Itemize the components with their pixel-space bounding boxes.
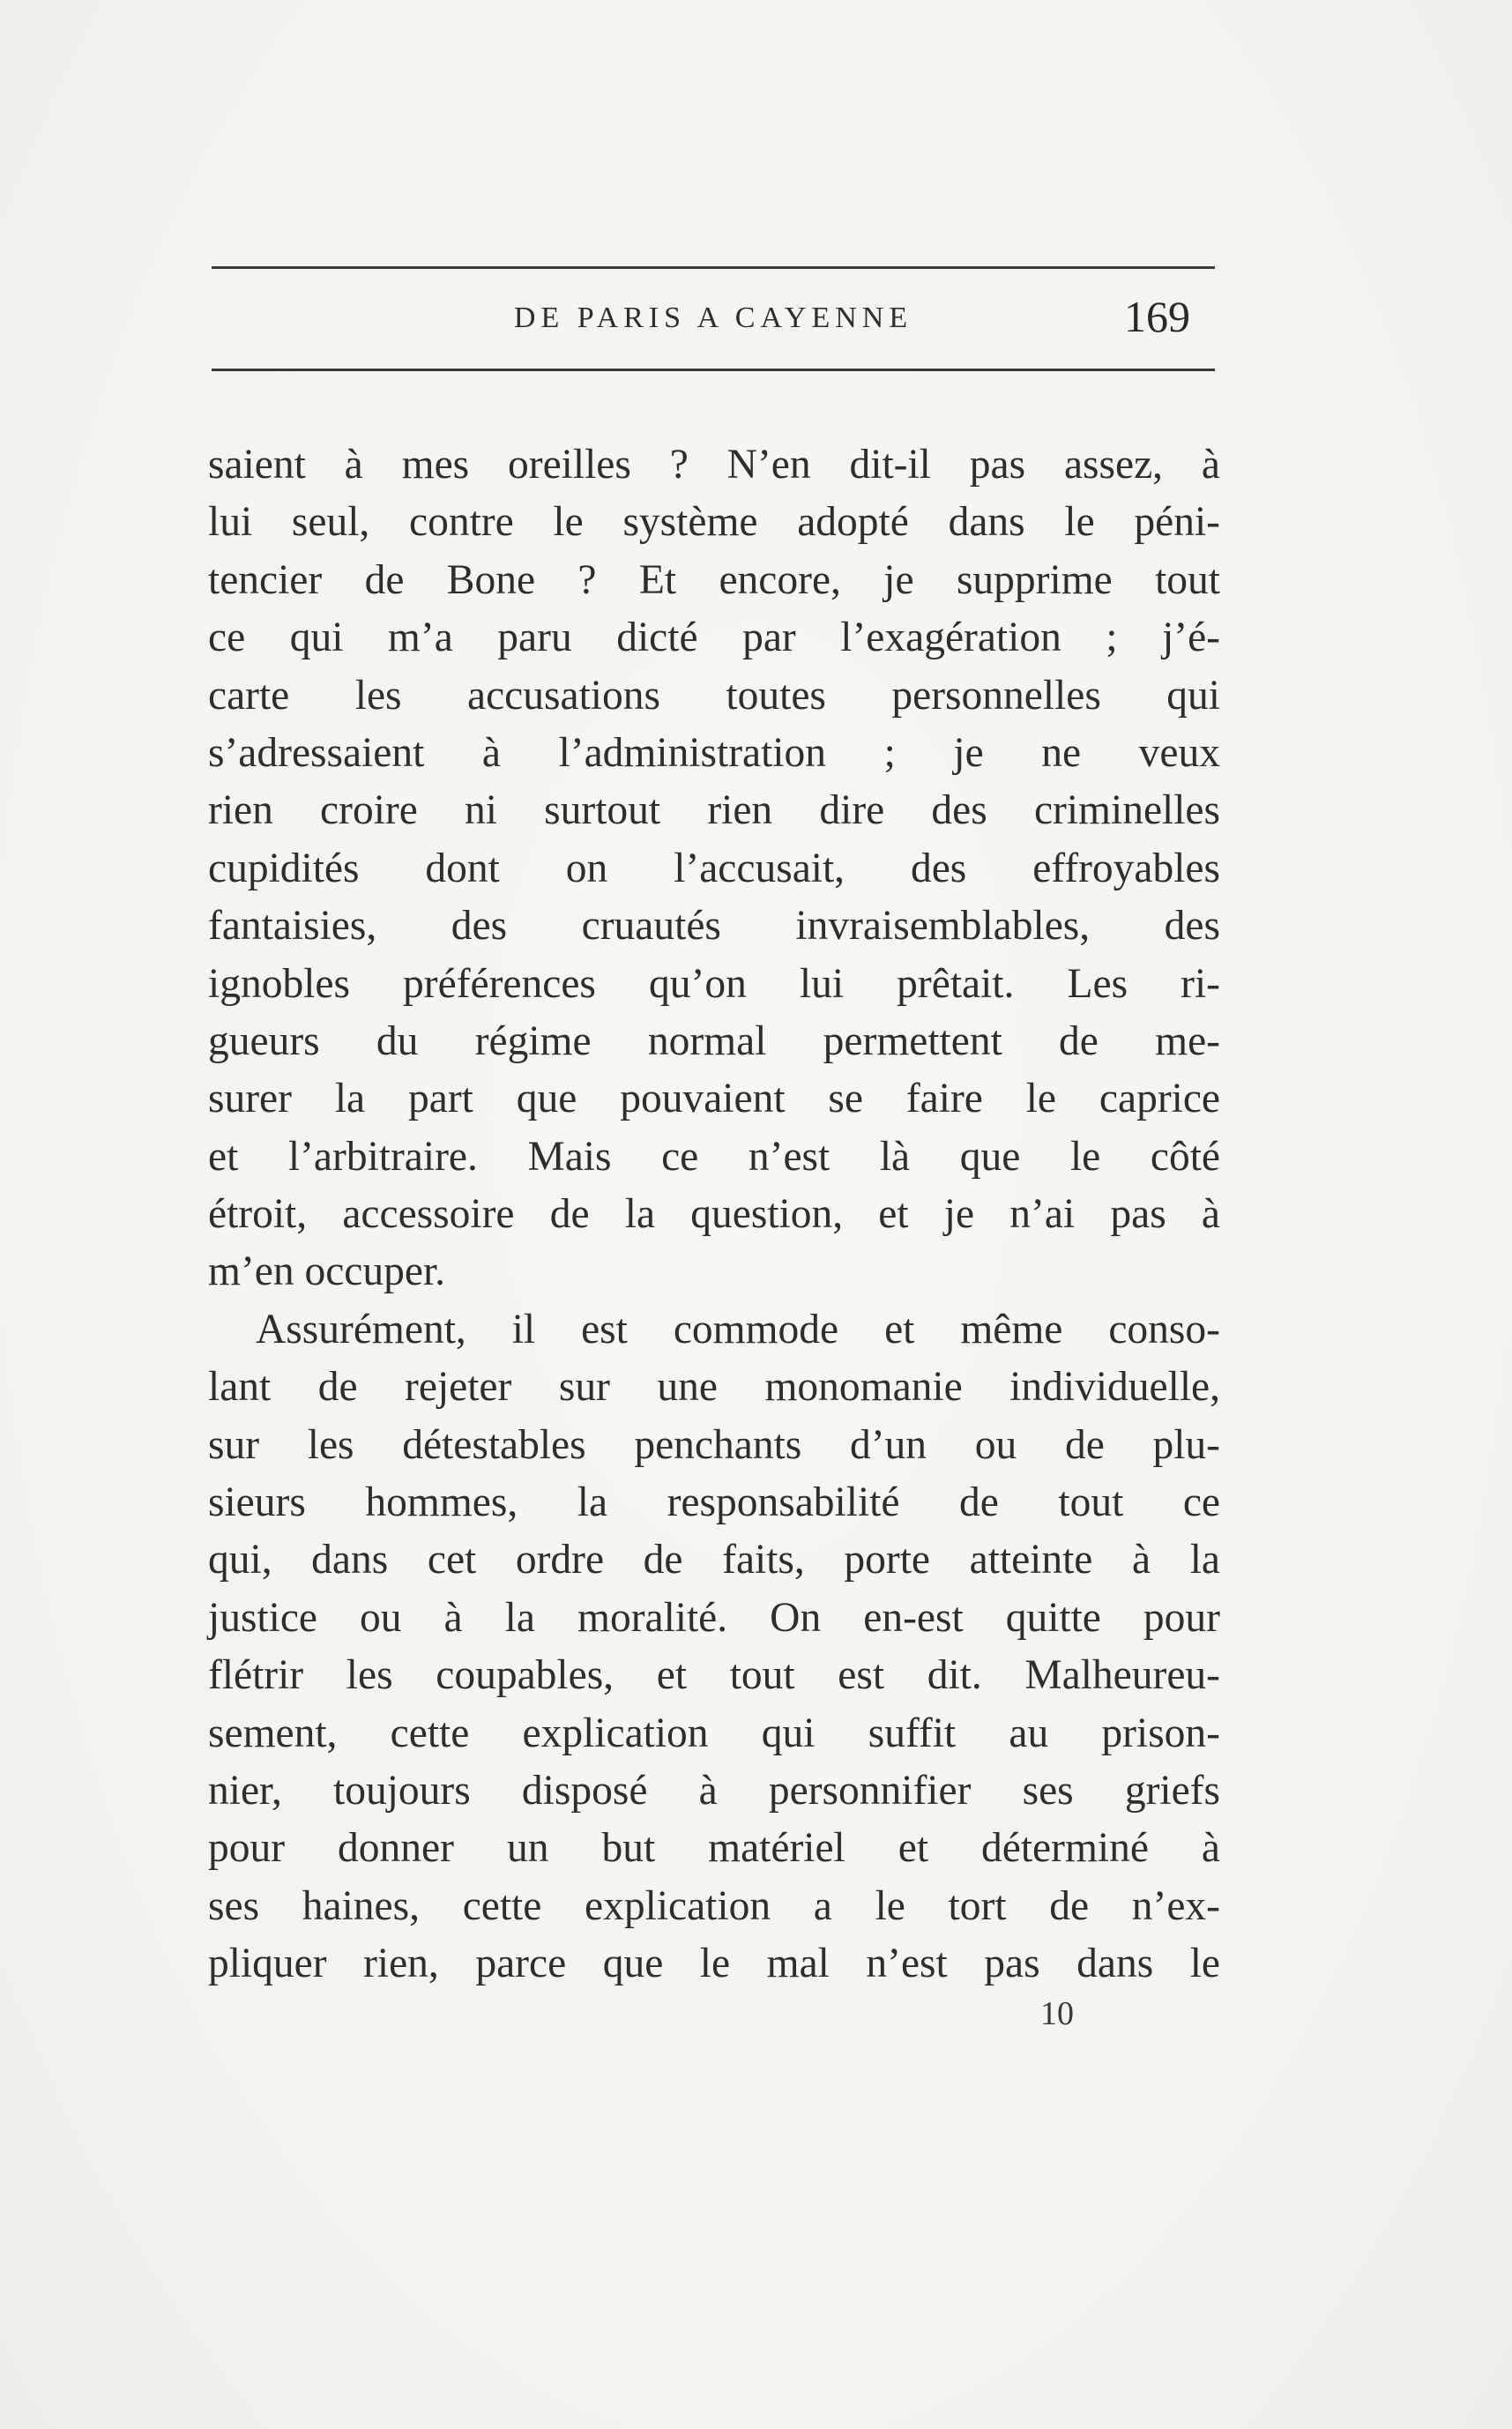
- paragraph-start-line: Assurément, il est commode et même conso-: [256, 1306, 1220, 1352]
- signature-mark: 10: [1040, 1995, 1074, 2032]
- page-number: 169: [1124, 292, 1190, 341]
- text-line: pour donner un but matériel et déterminé à: [208, 1825, 1220, 1872]
- text-line: ignobles préférences qu’on lui prêtait. Les ri-: [208, 960, 1220, 1007]
- text-line: fantaisies, des cruautés invraisemblables, des: [208, 903, 1220, 950]
- text-line: saient à mes oreilles ? N’en dit-il pas assez, à: [208, 442, 1220, 488]
- text-line: lui seul, contre le système adopté dans le péni-: [208, 499, 1220, 546]
- text-line: sur les détestables penchants d’un ou de plu-: [208, 1421, 1220, 1468]
- header-rule-bottom: [212, 369, 1215, 371]
- text-line: rien croire ni surtout rien dire des criminelles: [208, 787, 1220, 834]
- text-line: lant de rejeter sur une monomanie individuelle,: [208, 1364, 1220, 1411]
- paragraph-end-line: m’en occuper.: [208, 1248, 446, 1295]
- text-line: sieurs hommes, la responsabilité de tout ce: [208, 1479, 1220, 1526]
- text-line: carte les accusations toutes personnelles qui: [208, 672, 1220, 719]
- text-line: justice ou à la moralité. On en-est quitte pour: [208, 1594, 1220, 1641]
- text-line: nier, toujours disposé à personnifier ses griefs: [208, 1767, 1220, 1814]
- text-line: sement, cette explication qui suffit au prison-: [208, 1710, 1220, 1756]
- text-line: surer la part que pouvaient se faire le caprice: [208, 1076, 1220, 1122]
- running-head: [212, 291, 1215, 353]
- text-line: étroit, accessoire de la question, et je n’ai pas à: [208, 1191, 1220, 1238]
- text-line: pliquer rien, parce que le mal n’est pas dans le: [208, 1941, 1220, 1987]
- body-text: [208, 436, 1220, 1993]
- text-line: qui, dans cet ordre de faits, porte atteinte à la: [208, 1537, 1220, 1583]
- text-line: ses haines, cette explication a le tort de n’ex-: [208, 1882, 1220, 1929]
- text-line: flétrir les coupables, et tout est dit. Malheureu-: [208, 1652, 1220, 1699]
- running-title: DE PARIS A CAYENNE: [513, 302, 913, 334]
- text-line: s’adressaient à l’administration ; je ne veux: [208, 729, 1220, 776]
- text-line: gueurs du régime normal permettent de me-: [208, 1017, 1220, 1064]
- text-line: ce qui m’a paru dicté par l’exagération ; j’é-: [208, 615, 1220, 661]
- text-line: cupidités dont on l’accusait, des effroyables: [208, 845, 1220, 891]
- text-line: et l’arbitraire. Mais ce n’est là que le côté: [208, 1133, 1220, 1180]
- text-line: tencier de Bone ? Et encore, je supprime tout: [208, 556, 1220, 603]
- header-rule-top: [212, 266, 1215, 269]
